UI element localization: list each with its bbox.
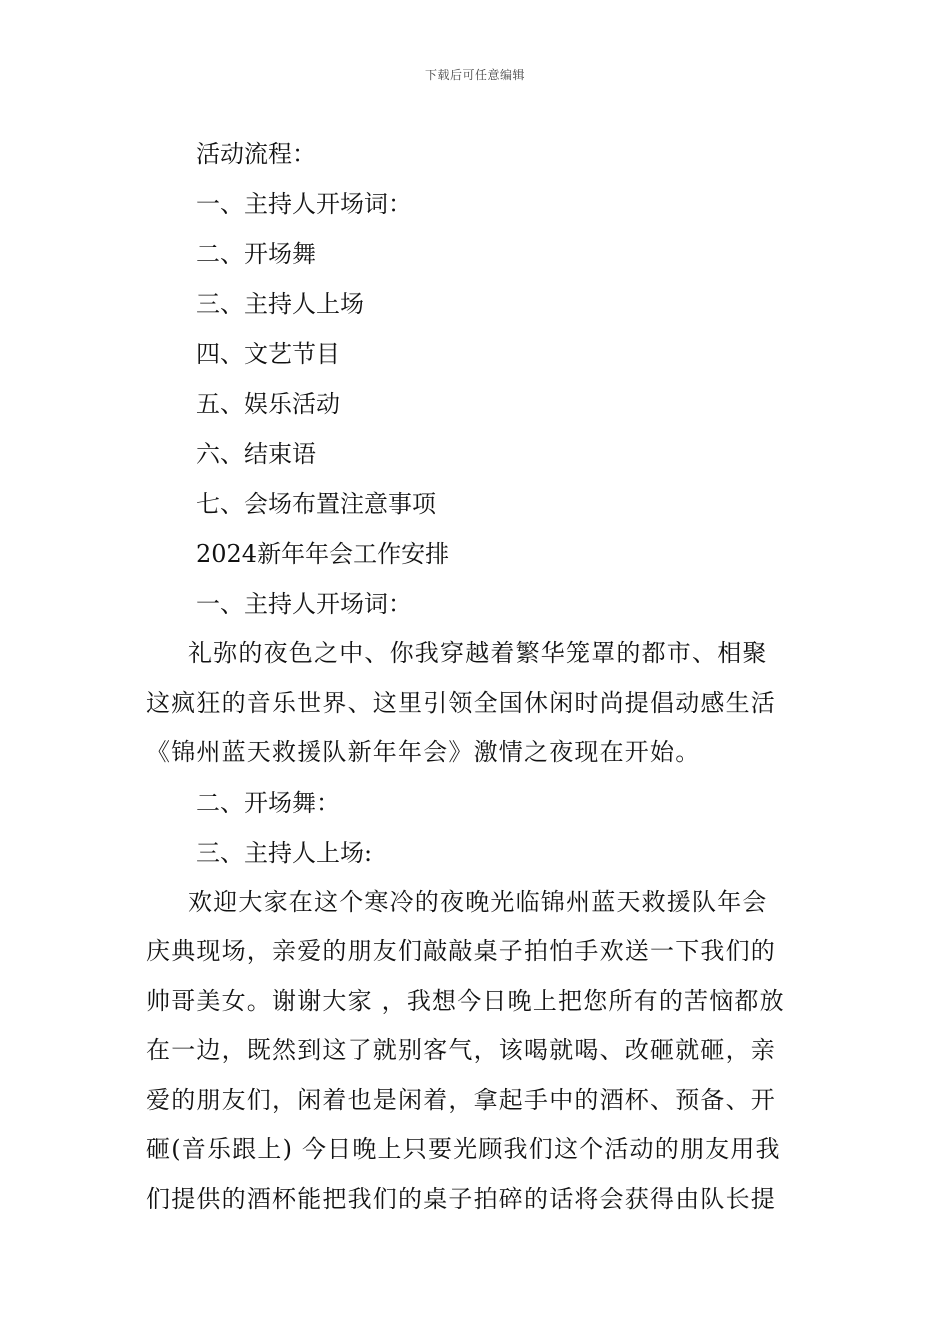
list-item: 一、主持人开场词： (196, 590, 412, 618)
list-item: 一、主持人开场词： (196, 190, 412, 218)
list-item: 二、开场舞 (196, 240, 316, 268)
paragraph-line: 庆典现场，亲爱的朋友们敲敲桌子拍怕手欢送一下我们的 (146, 937, 776, 965)
section-heading: 活动流程： (196, 140, 316, 168)
page-header: 下载后可任意编辑 (424, 68, 525, 82)
welcome-paragraph (146, 878, 808, 1225)
paragraph-line: 砸(音乐跟上) 今日晚上只要光顾我们这个活动的朋友用我 (146, 1135, 781, 1163)
document-body (146, 129, 808, 1224)
paragraph-line: 礼弥的夜色之中、你我穿越着繁华笼罩的都市、相聚 (188, 639, 768, 667)
paragraph-line: 爱的朋友们，闲着也是闲着，拿起手中的酒杯、预备、开 (146, 1085, 776, 1114)
list-item: 四、文艺节目 (196, 340, 340, 368)
list-item: 七、会场布置注意事项 (196, 490, 436, 518)
document-title: 2024新年年会工作安排 (196, 540, 450, 568)
paragraph-line: 欢迎大家在这个寒冷的夜晚光临锦州蓝天救援队年会 (188, 887, 768, 916)
opening-paragraph (146, 629, 808, 778)
paragraph-line: 帅哥美女。谢谢大家 ，我想今日晚上把您所有的苦恼都放 (146, 986, 785, 1015)
list-item: 三、主持人上场: (196, 838, 373, 867)
list-item: 三、主持人上场 (196, 290, 364, 318)
paragraph-line: 《锦州蓝天救援队新年年会》激情之夜现在开始。 (146, 738, 701, 766)
paragraph-line: 这疯狂的音乐世界、这里引领全国休闲时尚提倡动感生活 (146, 688, 776, 717)
list-item: 六、结束语 (196, 440, 316, 468)
list-item: 二、开场舞： (196, 788, 340, 817)
list-item: 五、娱乐活动 (196, 390, 340, 418)
paragraph-line: 们提供的酒杯能把我们的桌子拍碎的话将会获得由队长提 (146, 1184, 776, 1213)
paragraph-line: 在一边，既然到这了就别客气，该喝就喝、改砸就砸，亲 (146, 1036, 776, 1064)
